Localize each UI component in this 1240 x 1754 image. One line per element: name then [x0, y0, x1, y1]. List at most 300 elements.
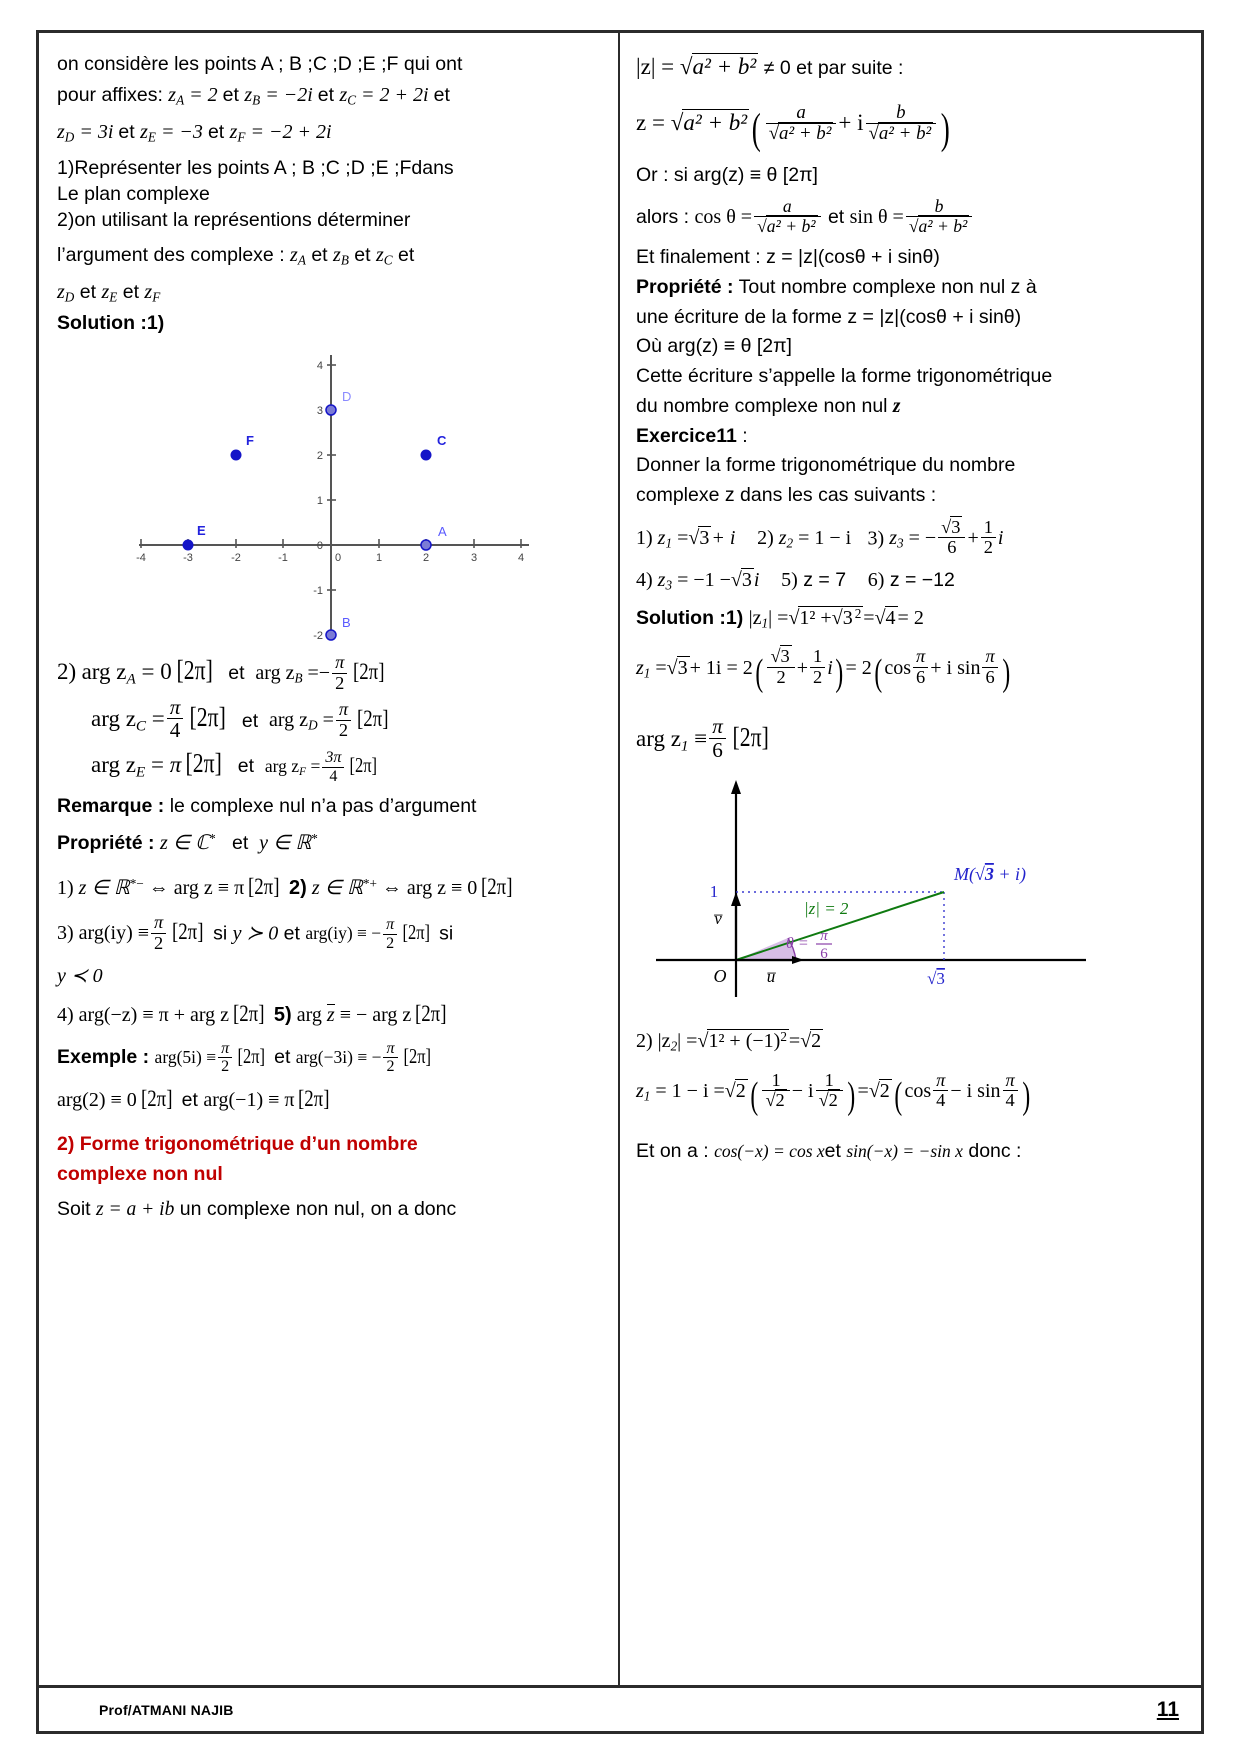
arg-a-val: 0 — [160, 659, 172, 685]
z-a-symbol: z — [168, 83, 177, 106]
propriete-et: et — [231, 831, 249, 854]
arg-e-sub: E — [135, 763, 146, 781]
case-3-num: 3 — [951, 516, 961, 537]
q4-ze-sub: E — [109, 289, 118, 305]
z-a-value: = 2 — [189, 83, 218, 106]
prop-5-text: ≡ − arg z — [334, 1004, 412, 1027]
sol1-form-i: i — [827, 656, 833, 679]
y-tick-one-label: 1 — [709, 881, 719, 901]
arg-d-fn: arg z — [269, 709, 309, 732]
arg-e-mod: [2π] — [185, 748, 223, 779]
propriete-star-1: * — [209, 830, 216, 846]
arg-z1-line — [636, 715, 1187, 762]
sol1-cos: cos — [884, 656, 912, 679]
question-3 — [57, 241, 604, 270]
sol1-f1-num: 3 — [780, 646, 790, 667]
sol1-rad-4: 4 — [885, 606, 896, 629]
arg-c-den: 4 — [167, 718, 184, 742]
data-points — [182, 389, 447, 643]
prop-2-number: 2) — [289, 877, 307, 900]
case-3-den: 6 — [938, 537, 965, 558]
finalement-line: Et finalement : z = |z|(cosθ + i sinθ) — [636, 246, 940, 269]
et-on-a-prefix: Et on a : — [636, 1140, 709, 1163]
arg-f-mod: [2π] — [349, 755, 378, 778]
prop-1-mod: [2π] — [248, 874, 280, 901]
q4-zf-sub: F — [152, 289, 161, 305]
sol1-form-rad3: 3 — [677, 656, 688, 679]
arg-b-den: 2 — [332, 673, 347, 694]
exemple-1-mod: [2π] — [237, 1045, 266, 1068]
sol1-trig-form: $z_1 =√3 + 1i = 2$( $\frac{√3}{2}$ + $\frac{1}{2}$ i) = 2( cos $\frac{\pi}{6}$ + i sin $\frac{\pi}{6}$ ) — [636, 646, 1010, 695]
alors-prefix: alors : — [636, 206, 690, 229]
prop-3-mod-a: [2π] — [172, 919, 204, 946]
arg-row-3 — [91, 744, 604, 785]
cos-lhs: cos θ = — [694, 206, 753, 229]
angle-numerator: π — [820, 927, 828, 944]
q3-za: z — [290, 243, 298, 266]
arg-b-sub: B — [294, 670, 303, 686]
svg-text:3: 3 — [470, 552, 477, 565]
u-vector-label: u̅ — [766, 966, 776, 986]
sin-identity: sin(−x) = −sin x — [846, 1141, 963, 1162]
remarque-label: Remarque : — [57, 795, 165, 818]
exemple-1-den: 2 — [218, 1057, 232, 1075]
svg-text:0: 0 — [316, 540, 323, 553]
svg-text:-1: -1 — [277, 552, 288, 565]
exemple-1-lhs: arg(5i) ≡ — [154, 1046, 217, 1067]
arg-c-mod: [2π] — [189, 702, 227, 733]
exercice-label: Exercice11 — [636, 424, 737, 447]
exemple-label: Exemple : — [57, 1045, 150, 1068]
propriete-right-line-2: une écriture de la forme z = |z|(cosθ + i sinθ) — [636, 305, 1022, 328]
case-3-number: 3) — [867, 526, 885, 549]
z-factored-lhs: z = — [636, 109, 665, 135]
cos-den: a² + b² — [766, 216, 816, 237]
sol1-form-eq: = — [655, 656, 667, 679]
exemple-3-text: arg(2) ≡ 0 — [57, 1089, 137, 1112]
z-c-value: = 2 + 2i — [361, 83, 429, 106]
arg-row-1-et: et — [228, 662, 245, 685]
propriete-star-2: * — [311, 830, 318, 846]
arg-a-fn: arg z — [81, 659, 127, 685]
propriete-right-line-3: Où arg(z) ≡ θ [2π] — [636, 335, 792, 358]
sol1-mod-sub: 1 — [761, 615, 769, 631]
prop-3-num-2: π — [386, 916, 395, 934]
case-5-number: 5) — [781, 569, 798, 592]
modulus-label: |z| = 2 — [804, 898, 849, 918]
svg-text:-4: -4 — [135, 552, 146, 565]
z-b-value: = −2i — [265, 83, 313, 106]
sol1-form-plus: + 1i = 2 — [689, 656, 753, 679]
affixes-line — [57, 81, 604, 110]
remarque-text: le complexe nul n’a pas d’argument — [164, 795, 477, 818]
case-3-den-2: 2 — [981, 537, 996, 558]
point-e — [182, 540, 193, 551]
exemple-2-den: 2 — [383, 1057, 397, 1075]
case-3-sub: 3 — [896, 535, 904, 551]
case-2-sub: 2 — [786, 535, 794, 551]
y-tick-labels — [313, 360, 323, 642]
prop-4-mod: [2π] — [232, 1001, 265, 1028]
arg-row-2-et: et — [241, 709, 259, 732]
propriete-right-text-1: Tout nombre complexe non nul z à — [733, 276, 1037, 299]
cette-ecriture-line-1: Cette écriture s’appelle la forme trigonométrique — [636, 365, 1053, 388]
section-heading-line-1: 2) Forme trigonométrique d’un nombre — [57, 1132, 418, 1155]
affixes-line-2 — [57, 118, 604, 147]
sol1-mod-eq: | = — [768, 606, 789, 629]
case-4-z: z — [657, 569, 666, 592]
case-3-num-2: 1 — [983, 516, 993, 537]
exercice-line-1: Donner la forme trigonométrique du nombre — [636, 454, 1016, 477]
sol1-mid-eq: = — [863, 606, 875, 629]
sol1-result: = 2 — [897, 606, 924, 629]
cos-identity: cos(−x) = cos x — [714, 1141, 825, 1162]
sol1-inner-sup: 2 — [854, 605, 862, 621]
prop-1-rhs: arg z ≡ π — [173, 877, 245, 900]
q4-ze: z — [101, 281, 110, 304]
modulus-tail: ≠ 0 et par suite : — [763, 57, 904, 79]
sol2-f2-den: 2 — [828, 1090, 838, 1111]
point-b-label: B — [341, 615, 351, 631]
sol2-mid-eq: = — [788, 1029, 801, 1052]
case-2-z: z — [778, 526, 787, 549]
prop-2-iff: ⇔ — [381, 877, 402, 900]
sol2-mod-sub: 2 — [670, 1038, 678, 1054]
et-on-a-line — [636, 1138, 1187, 1166]
arg-z1-sub: 1 — [680, 737, 689, 755]
argand-diagram — [636, 772, 1187, 1017]
arg-row-1-number: 2) — [57, 659, 77, 685]
case-1-eq: = — [677, 526, 689, 549]
propriete-right-line-1 — [636, 274, 1187, 302]
svg-text:1: 1 — [375, 552, 382, 565]
prop-2-mod: [2π] — [481, 874, 513, 901]
z-factored-equation: z = √a² + b² ( $\frac{a}{\text{√a² + b²}}$ + i $\frac{b}{\text{√a² + b²}}$ ) — [636, 101, 950, 153]
propriete-line — [57, 829, 604, 858]
prop-3-den: 2 — [151, 933, 166, 954]
z-factored-den-2: a² + b² — [878, 123, 932, 145]
q3-zb-sub: B — [340, 252, 349, 268]
svg-text:-2: -2 — [230, 552, 241, 565]
arg-a-eq: = — [141, 659, 155, 685]
z-b-symbol: z — [244, 83, 253, 106]
sin-den: a² + b² — [918, 216, 968, 237]
z-d-value: = 3i — [79, 121, 114, 144]
arg-d-sub: D — [308, 718, 318, 734]
case-2-eq: = 1 − i — [798, 526, 852, 549]
case-5-text: z = 7 — [803, 569, 847, 592]
sol2-f2-num: 1 — [824, 1069, 834, 1090]
case-1-sub: 1 — [665, 535, 673, 551]
sol2-form-lhs: z — [636, 1079, 644, 1102]
page-frame — [36, 30, 1204, 1734]
z-d-subscript: D — [64, 129, 75, 145]
case-6-number: 6) — [867, 569, 885, 592]
or-si-line: Or : si arg(z) ≡ θ [2π] — [636, 163, 818, 186]
sol2-minus: − i — [791, 1079, 814, 1102]
argand-diagram-svg — [636, 772, 1096, 1017]
argument-label: l’argument des complexe : — [57, 243, 285, 266]
propriete-right-label: Propriété : — [636, 276, 734, 299]
sol2-inner: 1² + (−1) — [708, 1029, 781, 1052]
z-e-symbol: z — [140, 121, 148, 144]
sol2-sin-num: π — [1005, 1069, 1015, 1090]
arg-d-num: π — [338, 699, 349, 720]
sol2-form-rad2b: 2 — [879, 1079, 890, 1102]
z-f-subscript: F — [237, 129, 246, 145]
arg-e-fn: arg z — [91, 752, 136, 778]
arg-z1-lhs: arg z — [636, 725, 681, 751]
sin-num: b — [934, 196, 944, 217]
arg-d-eq: = — [322, 709, 334, 732]
z-f-value: = −2 + 2i — [250, 121, 332, 144]
sol2-form-sub: 1 — [643, 1088, 651, 1104]
prop-3-num: π — [154, 911, 164, 932]
arg-row-2 — [91, 696, 604, 743]
q3-zc-sub: C — [383, 252, 393, 268]
u-vector-arrow — [792, 956, 804, 964]
right-column — [620, 33, 1201, 1685]
arg-c-sub: C — [135, 717, 147, 735]
sol2-number: 2) — [636, 1029, 653, 1052]
arg-d-den: 2 — [336, 720, 351, 741]
sol2-rad-2: 2 — [811, 1029, 822, 1052]
sol2-form-eq: = 1 − i = — [655, 1079, 725, 1102]
prop-2-rhs: arg z ≡ 0 — [406, 877, 478, 900]
prop-2-lhs: z ∈ ℝ — [311, 877, 363, 900]
arg-f-num: 3π — [325, 749, 342, 767]
exercice-heading — [636, 423, 1187, 451]
exemple-2-lhs: arg(−3i) ≡ − — [295, 1046, 382, 1067]
sol1-form-lhs: z — [636, 656, 644, 679]
arg-a-mod: [2π] — [176, 655, 213, 686]
exercice-cases-row-2: 4) $z_3 = -1 -√3$ i 5) z = 7 6) z = −12 — [636, 569, 955, 594]
arg-f-den: 4 — [322, 767, 344, 785]
left-column — [39, 33, 620, 1685]
case-4-tail: i — [753, 569, 760, 592]
arg-b-mod: [2π] — [353, 659, 385, 686]
case-6-text: z = −12 — [889, 569, 955, 592]
z-factored-den-1: a² + b² — [779, 123, 832, 145]
case-3-z: z — [889, 526, 897, 549]
question-1: 1)Représenter les points A ; B ;C ;D ;E ;Fdans — [57, 156, 454, 179]
cette-ecriture-z: z — [892, 395, 901, 417]
sol2-form-rad2: 2 — [735, 1079, 746, 1102]
arg-z1-den: 6 — [709, 738, 726, 762]
two-column-body — [39, 33, 1201, 1685]
point-m-label: M(√3 + i) — [954, 863, 1027, 884]
prop-3-si-2: si — [439, 922, 454, 945]
prop-3-et: et — [283, 922, 300, 945]
angle-label: θ = — [786, 934, 809, 952]
prop-3-den-2: 2 — [383, 934, 397, 952]
sol2-sin-den: 4 — [1003, 1090, 1018, 1111]
sol2-modulus-line: 2) $|z_2| =√1^2 + (-1)^2 =√2$ — [636, 1028, 822, 1054]
z-d-symbol: z — [57, 121, 65, 144]
cette-ecriture-text: du nombre complexe non nul — [636, 394, 893, 417]
exemple-4-text: arg(−1) ≡ π — [203, 1089, 295, 1112]
sol2-f1-num: 1 — [771, 1069, 781, 1090]
prop-4-text: arg(−z) ≡ π + arg z — [78, 1004, 230, 1027]
angle-denominator: 6 — [820, 945, 828, 962]
prop-5-prefix: arg — [296, 1004, 327, 1027]
et-3: et — [433, 83, 450, 106]
exercice-line-2: complexe z dans les cas suivants : — [636, 483, 937, 506]
case-1-tail: + i — [711, 526, 736, 549]
v-vector-arrow — [731, 892, 741, 906]
soit-line — [57, 1196, 604, 1224]
case-2-number: 2) — [757, 526, 774, 549]
modulus-lhs: |z| = — [636, 54, 675, 79]
question-2: 2)on utilisant la représentions déterminer — [57, 209, 411, 232]
arg-c-eq: = — [151, 706, 165, 732]
solution-heading: Solution :1) — [57, 311, 165, 334]
case-3-eq: = − — [908, 526, 937, 549]
z-factored-plus-i: + i — [838, 109, 864, 135]
exemple-3-mod: [2π] — [140, 1086, 173, 1113]
et-on-a-et: et — [824, 1140, 841, 1163]
svg-text:2: 2 — [316, 450, 323, 463]
svg-text:3: 3 — [316, 405, 323, 418]
prop-1-number: 1) — [57, 877, 74, 900]
q4-zd: z — [57, 281, 65, 304]
exemple-2-num: π — [386, 1039, 395, 1057]
q3-zc: z — [375, 243, 384, 266]
q4-et-1: et — [79, 281, 97, 304]
prop-item-4-5 — [57, 998, 604, 1032]
sol2-cos: cos — [904, 1079, 932, 1102]
point-e-label: E — [196, 523, 206, 539]
point-f — [230, 450, 241, 461]
exercice-cases-row-1: 1) $z_1 =√3 + i$ 2) $z_2 = 1 - i$ 3) $z_3$ = − $\frac{√3}{6}$ + $\frac{1}{2}$ i — [636, 516, 1004, 558]
sol2-inner-sup: 2 — [780, 1028, 787, 1044]
exemple-2-mod: [2π] — [402, 1045, 431, 1068]
prop-1-lhs: z ∈ ℝ — [78, 877, 130, 900]
case-4-eq: = −1 − — [677, 569, 731, 592]
sol2-trig-form: $z_1 = 1 - i =√2$ ( $\frac{1}{√2}$ − i $\frac{1}{√2}$ ) =√2 ( cos $\frac{\pi}{4}$ − i sin $\frac{\pi}{4}$ ) — [636, 1069, 1031, 1118]
alors-line: alors : cos θ = $\frac{a}{\text{√a² + b²}}$ et sin θ = $\frac{b}{\text{√a² + b²}}$ — [636, 197, 1187, 236]
complex-plane-chart — [57, 345, 604, 645]
z-e-subscript: E — [147, 129, 156, 145]
point-d — [326, 405, 336, 415]
q3-et-2: et — [354, 243, 371, 266]
affixes-label: pour affixes: — [57, 83, 163, 106]
exemple-line-2 — [57, 1083, 604, 1117]
sol1-inner-a: 1² + — [799, 606, 832, 629]
exemple-4-mod: [2π] — [298, 1086, 330, 1113]
sol1-cos-num: π — [916, 646, 926, 667]
exemple-line — [57, 1040, 604, 1076]
sol1-f1-den: 2 — [767, 667, 794, 688]
exercice-colon: : — [736, 424, 748, 447]
point-c — [420, 450, 431, 461]
sol1-form-plus2: + — [796, 656, 809, 679]
question-4 — [57, 278, 604, 307]
arg-f-fn: arg z — [264, 756, 299, 777]
prop-5-z-conjugate: z — [326, 1004, 335, 1027]
prop-1-iff: ⇔ — [148, 877, 169, 900]
sol1-sin-num: π — [985, 646, 995, 667]
et-4: et — [118, 121, 135, 144]
point-d-label: D — [341, 389, 351, 405]
footer-author: Prof/ATMANI NAJIB — [99, 1701, 234, 1718]
soit-equation: z = a + ib — [96, 1199, 175, 1221]
prop-item-3 — [57, 913, 604, 954]
propriete-z-set: z ∈ ℂ — [159, 831, 210, 854]
modulus-equation: |z| = √a² + b² ≠ 0 et par suite : — [636, 54, 904, 79]
sol2-mod-eq: | = — [677, 1029, 698, 1052]
svg-text:-3: -3 — [182, 552, 193, 565]
case-3-plus: + — [967, 526, 979, 549]
case-3-i: i — [997, 526, 1004, 549]
point-f-label: F — [245, 433, 254, 449]
sol2-cos-den: 4 — [933, 1090, 948, 1111]
arg-row-3-et: et — [237, 755, 254, 778]
sol1-mod-lhs: |z — [748, 606, 762, 629]
sol2-mod-lhs: |z — [657, 1029, 671, 1052]
z-a-subscript: A — [176, 92, 185, 108]
section-heading-line-2: complexe non nul — [57, 1162, 223, 1185]
point-a-label: A — [437, 524, 447, 540]
cette-ecriture-line-2 — [636, 393, 1187, 421]
svg-text:1: 1 — [316, 495, 323, 508]
q3-zb: z — [333, 243, 341, 266]
sol2-form-eq2: = — [857, 1079, 869, 1102]
arg-z1-num: π — [712, 714, 723, 739]
prop-5-mod: [2π] — [415, 1001, 447, 1028]
prop-3-condition-2: y ≺ 0 — [57, 964, 103, 987]
svg-text:-2: -2 — [312, 630, 323, 643]
remarque-line — [57, 793, 604, 821]
solution-right-label: Solution :1) — [636, 606, 744, 629]
sol1-f2-num: 1 — [813, 646, 823, 667]
x-tick-sqrt3-label: √3 — [927, 968, 945, 988]
et-1: et — [222, 83, 239, 106]
origin-label: O — [713, 965, 727, 986]
arg-z1-eq: ≡ — [694, 725, 708, 751]
z-f-symbol: z — [229, 121, 238, 144]
arg-a-sub: A — [126, 670, 136, 688]
q4-zf: z — [144, 281, 153, 304]
sol1-cos-den: 6 — [913, 667, 928, 688]
prop-1-sup: *− — [129, 876, 144, 892]
soit-prefix: Soit — [57, 1198, 97, 1221]
arg-row-1 — [57, 651, 604, 693]
z-factored-num-1: a — [796, 101, 806, 123]
q4-et-2: et — [122, 281, 139, 304]
case-1-z: z — [657, 526, 666, 549]
et-on-a-donc: donc : — [962, 1140, 1022, 1163]
sin-lhs: sin θ = — [849, 206, 904, 229]
q3-et-1: et — [311, 243, 328, 266]
prop-3-number: 3) — [57, 922, 74, 945]
sol1-plus-isin: + i sin — [930, 656, 981, 679]
arg-f-sub: F — [299, 766, 307, 779]
case-4-sub: 3 — [665, 578, 673, 594]
prop-3-lhs: arg(iy) ≡ — [78, 922, 150, 945]
arg-z1-mod: [2π] — [732, 721, 769, 752]
sol1-form-sub: 1 — [643, 665, 651, 681]
propriete-y-set: y ∈ ℝ — [259, 831, 312, 854]
svg-text:-1: -1 — [312, 585, 323, 598]
z-c-subscript: C — [347, 92, 357, 108]
prop-5-number: 5) — [273, 1004, 292, 1027]
arg-b-num: π — [335, 651, 345, 672]
arg-e-val: π — [169, 752, 182, 778]
case-4-radicand: 3 — [741, 569, 752, 592]
prop-3-cond-1: y ≻ 0 — [232, 922, 279, 945]
sol1-inner-rad: 3 — [842, 606, 853, 629]
